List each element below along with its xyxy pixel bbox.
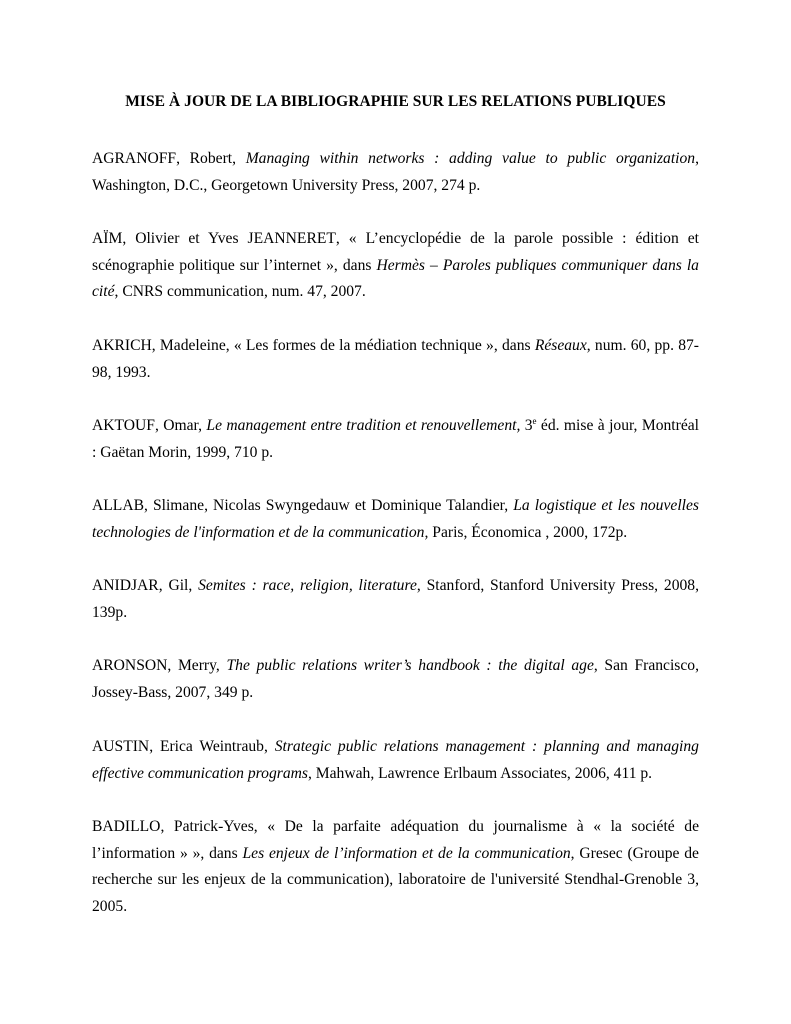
entry-text: , « L’encyclopédie de la parole possible : édition et scénographie politique sur l’internet », dans bbox=[92, 230, 700, 274]
author-initial: A bbox=[92, 150, 104, 167]
entry-text: , CNRS communication, num. 47, 2007. bbox=[114, 283, 366, 300]
bibliography-entry-agranoff bbox=[92, 146, 699, 199]
author-initial: A bbox=[92, 337, 104, 354]
author-initial: A bbox=[92, 497, 104, 514]
entry-text: , Washington, D.C., Georgetown University Press, 2007, 274 p. bbox=[92, 150, 700, 194]
entry-text: , Patrick-Yves, « De la parfaite adéquation du journalisme à « la société de l’information » », dans bbox=[92, 818, 699, 862]
author-initial: A bbox=[92, 417, 104, 434]
edition-superscript: e bbox=[532, 416, 537, 426]
bibliography-entry-austin bbox=[92, 734, 699, 787]
author-surname: USTIN bbox=[103, 738, 150, 755]
entry-title: Semites : race, religion, literature bbox=[198, 577, 417, 594]
bibliography-entry-allab bbox=[92, 493, 699, 546]
author-surname: ÏM bbox=[103, 230, 123, 247]
author-surname: LLAB bbox=[103, 497, 144, 514]
author-surname: KTOUF bbox=[103, 417, 155, 434]
entry-text: , Erica Weintraub, bbox=[149, 738, 275, 755]
entry-title: La logistique et les nouvelles technologies de l'information et de la communication, bbox=[92, 497, 699, 541]
author-initial: A bbox=[92, 230, 104, 247]
author-surname: GRANOFF bbox=[103, 150, 177, 167]
coauthor-initial: J bbox=[247, 230, 254, 247]
author-initial: B bbox=[92, 818, 103, 835]
entry-text: , Gresec (Groupe de recherche sur les enjeux de la communication), laboratoire de l'université Stendhal-Grenoble 3, 2005. bbox=[92, 844, 699, 915]
title-initial: M bbox=[125, 93, 140, 110]
entry-title: Les enjeux de l’information et de la communication bbox=[242, 844, 571, 862]
entry-title: Le management entre tradition et renouvellement, bbox=[206, 417, 521, 434]
entry-title: Managing within networks : adding value to public organization bbox=[245, 150, 696, 167]
bibliography-entry-akrich bbox=[92, 333, 699, 386]
entry-text: éd. mise à jour, Montréal : Gaëtan Morin, 1999, 710 p. bbox=[92, 417, 699, 461]
author-initial: A bbox=[92, 657, 104, 674]
author-surname: KRICH bbox=[103, 337, 152, 354]
author-surname: ADILLO bbox=[102, 818, 161, 835]
entry-text: 3 bbox=[520, 417, 533, 434]
entry-text: , Olivier et Yves bbox=[122, 230, 248, 247]
bibliography-entry-aronson bbox=[92, 653, 699, 706]
bibliography-entry-aim bbox=[92, 226, 699, 306]
entry-title: The public relations writer’s handbook : the digital age bbox=[226, 657, 594, 674]
entry-text: , Merry, bbox=[167, 657, 227, 674]
entry-title: Strategic public relations management : planning and managing effective communication programs bbox=[92, 738, 699, 782]
author-surname: RONSON bbox=[103, 657, 168, 674]
entry-text: , Gil, bbox=[158, 577, 199, 594]
page-title bbox=[92, 93, 699, 111]
entry-title: Réseaux bbox=[534, 337, 587, 354]
bibliography-entry-badillo bbox=[92, 814, 699, 920]
entry-text: , Omar, bbox=[154, 417, 207, 434]
entry-text: , Robert, bbox=[176, 150, 246, 167]
entry-text: , Mahwah, Lawrence Erlbaum Associates, 2006, 411 p. bbox=[307, 764, 653, 782]
title-rest: ISE À JOUR DE LA BIBLIOGRAPHIE SUR LES RELATIONS PUBLIQUES bbox=[139, 93, 666, 110]
entry-text: , San Francisco, Jossey-Bass, 2007, 349 p. bbox=[92, 657, 699, 701]
author-initial: A bbox=[92, 738, 104, 755]
entry-title: Hermès – Paroles publiques communiquer dans la cité bbox=[92, 256, 699, 300]
entry-text: , Stanford, Stanford University Press, 2008, 139p. bbox=[92, 577, 699, 621]
entry-text: , Madeleine, « Les formes de la médiation technique », dans bbox=[151, 337, 535, 354]
coauthor-surname: EANNERET bbox=[253, 230, 336, 247]
author-initial: A bbox=[92, 577, 104, 594]
entry-text: , num. 60, pp. 87-98, 1993. bbox=[92, 337, 699, 381]
bibliography-entry-aktouf bbox=[92, 413, 699, 466]
entry-text: , Slimane, Nicolas Swyngedauw et Dominique Talandier, bbox=[143, 497, 514, 514]
author-surname: NIDJAR bbox=[103, 577, 159, 594]
bibliography-entry-anidjar bbox=[92, 573, 699, 626]
entry-text: Paris, Économica , 2000, 172p. bbox=[428, 523, 628, 541]
